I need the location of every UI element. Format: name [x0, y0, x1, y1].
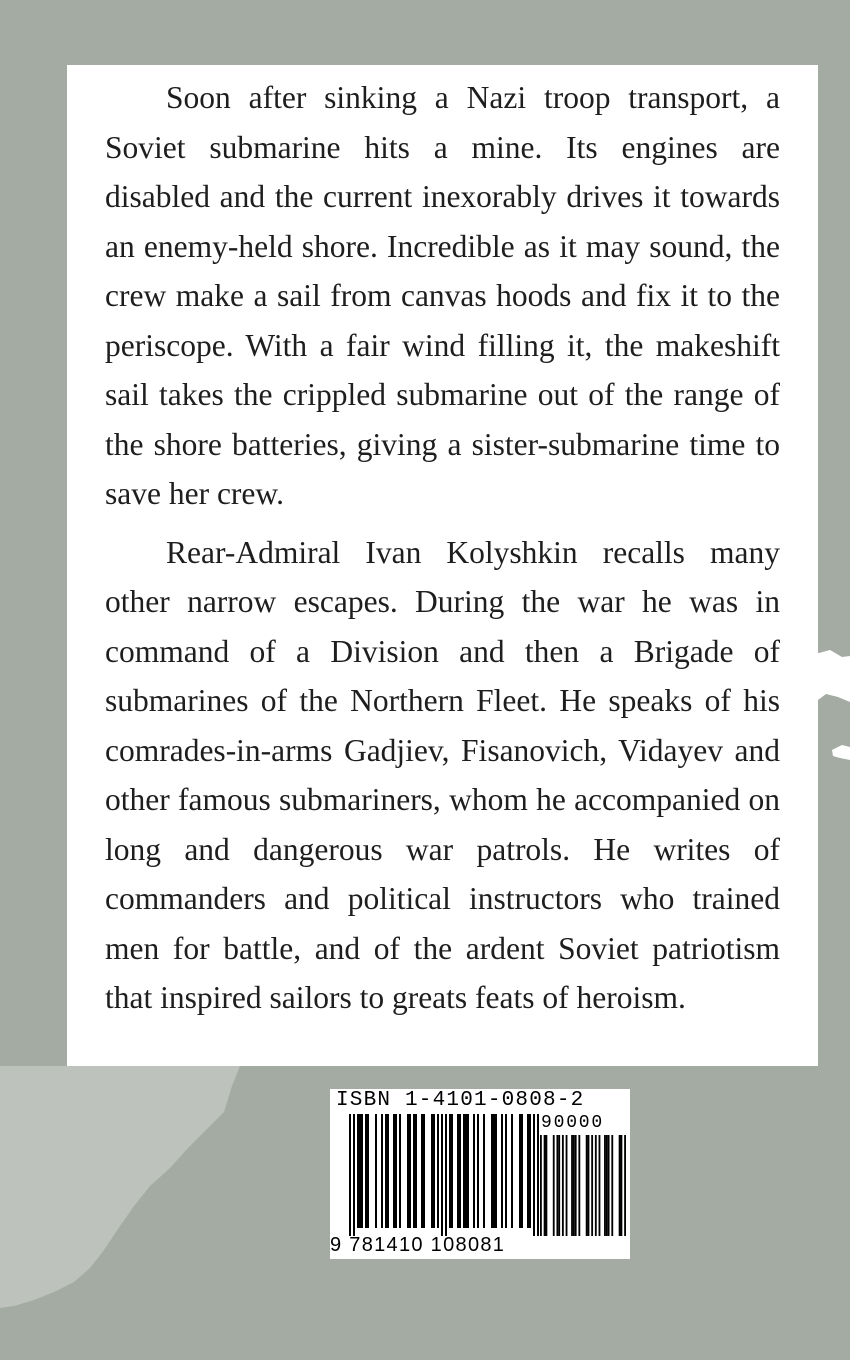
barcode-bar [445, 1114, 447, 1236]
barcode-bar [608, 1135, 610, 1236]
barcode-bar [527, 1114, 529, 1228]
barcode-bar [533, 1114, 535, 1236]
barcode-bar [441, 1114, 443, 1236]
barcode-bar [491, 1114, 493, 1228]
barcode-bar [558, 1135, 560, 1236]
barcode-bar [407, 1114, 409, 1228]
barcode-bar [521, 1114, 523, 1228]
barcode-bar [463, 1114, 465, 1228]
barcode-bar [566, 1135, 568, 1236]
barcode-bar [415, 1114, 417, 1228]
ean13-barcode [349, 1114, 539, 1236]
barcode-bar [573, 1135, 575, 1236]
barcode-bar [483, 1114, 485, 1228]
barcode-bar [395, 1114, 397, 1228]
addon-barcode [540, 1135, 626, 1236]
barcode-bar [591, 1135, 593, 1236]
barcode-bar [423, 1114, 425, 1228]
barcode-bar [399, 1114, 401, 1228]
barcode-bar [361, 1114, 363, 1228]
island-shape [832, 745, 850, 760]
barcode-bar [553, 1135, 555, 1236]
barcode-bar [544, 1135, 546, 1236]
barcode-bar [611, 1135, 613, 1236]
barcode-bar [588, 1135, 590, 1236]
ean-digits: 9 781410 108081 [330, 1234, 506, 1256]
barcode-bar [467, 1114, 469, 1228]
barcode-bar [619, 1135, 621, 1236]
barcode-bar [493, 1114, 495, 1228]
barcode-bar [571, 1135, 573, 1236]
isbn-label: ISBN 1-4101-0808-2 [336, 1089, 585, 1112]
barcode-bar [599, 1135, 601, 1236]
barcode-bar [381, 1114, 383, 1228]
barcode-bar [537, 1114, 539, 1236]
barcode-bar [529, 1114, 531, 1228]
blurb-paragraph-2: Rear-Admiral Ivan Kolyshkin recalls many other narrow escapes. During the war he was in command of a Division and then a Brigade of submarines of the Northern Fleet. He speaks of his comrades-in-arms Gadjiev, Fisanovich, Vidayev and other famous submariners, whom he accompanied on long and dangerous war patrols. He writes of commanders and political instructors who trained men for battle, and of the ardent Soviet patriotism that inspired sailors to greats feats of heroism. [105, 534, 780, 1015]
barcode-bar [578, 1135, 580, 1236]
barcode-bar [359, 1114, 361, 1228]
barcode-bar [501, 1114, 503, 1228]
barcode-bar [431, 1114, 433, 1228]
barcode-bar [437, 1114, 439, 1228]
barcode-bar [621, 1135, 623, 1236]
barcode-bar [477, 1114, 479, 1228]
barcode-bar [375, 1114, 377, 1228]
blurb-paragraph-1: Soon after sinking a Nazi troop transport, a Soviet submarine hits a mine. Its engines are disabled and the current inexorably drives it towards an enemy-held shore. Incredible as it may sound, the crew make a sail from canvas hoods and fix it to the periscope. With a fair wind filling it, the makeshift sail takes the crippled submarine out of the range of the shore batteries, giving a sister-submarine time to save her crew. [105, 80, 780, 511]
barcode-bar [385, 1114, 387, 1228]
barcode-bar [519, 1114, 521, 1228]
barcode-bar [421, 1114, 423, 1228]
barcode-bar [586, 1135, 588, 1236]
barcode-bar [349, 1114, 351, 1236]
barcode-bar [624, 1135, 626, 1236]
barcode-bar [457, 1114, 459, 1228]
barcode-bar [459, 1114, 461, 1228]
barcode-bar [505, 1114, 507, 1228]
barcode-bar [413, 1114, 415, 1228]
barcode-bar [393, 1114, 395, 1228]
barcode-bar [409, 1114, 411, 1228]
barcode-bar [357, 1114, 359, 1228]
barcode-bar [540, 1135, 542, 1236]
barcode-bar [562, 1135, 564, 1236]
barcode-bar [473, 1114, 475, 1228]
barcode-bar [545, 1135, 547, 1236]
barcode-bar [556, 1135, 558, 1236]
barcode-bar [595, 1135, 597, 1236]
barcode-bar [387, 1114, 389, 1228]
barcode-bar [449, 1114, 451, 1228]
barcode-bar [451, 1114, 453, 1228]
barcode-bar [511, 1114, 513, 1228]
barcode-bar [495, 1114, 497, 1228]
barcode-bar [604, 1135, 606, 1236]
barcode-bar [465, 1114, 467, 1228]
price-code: 90000 [541, 1113, 605, 1133]
barcode-bar [433, 1114, 435, 1228]
barcode-block [330, 1089, 630, 1259]
land-shape [0, 1066, 240, 1308]
barcode-bar [606, 1135, 608, 1236]
barcode-bar [575, 1135, 577, 1236]
barcode-bar [365, 1114, 367, 1228]
blurb-panel [67, 65, 818, 1066]
barcode-bar [353, 1114, 355, 1236]
barcode-bar [367, 1114, 369, 1228]
